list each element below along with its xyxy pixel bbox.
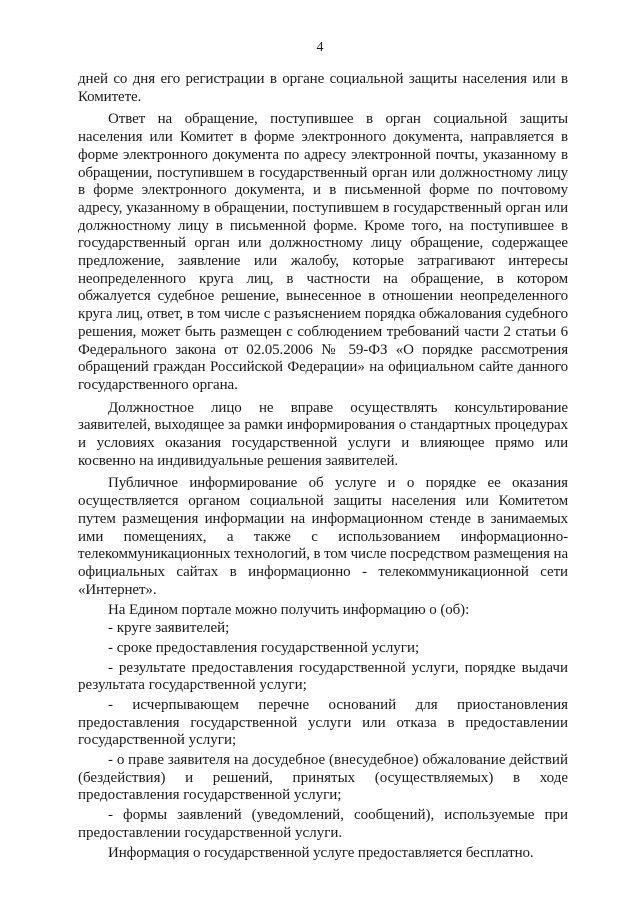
- list-item: - сроке предоставления государственной услуги;: [108, 639, 420, 656]
- list-item: - формы заявлений (уведомлений, сообщений), используемые при предоставлении государственной услуги.: [78, 807, 568, 841]
- free-of-charge-paragraph: Информация о государственной услуге предоставляется бесплатно.: [108, 844, 534, 861]
- list-item: - результате предоставления государственной услуги, порядке выдачи результата государственной услуги;: [78, 659, 568, 694]
- portal-info-list: [78, 620, 568, 842]
- public-information-paragraph: Публичное информирование об услуге и о порядке ее оказания осуществляется органом социальной защиты населения или Комитетом путем размещения информации на информационном стенде в занимаемых ими помещениях, а также с использованием информационно-телекоммуникационных технологий, в том числе посредством размещения на официальных сайтах в информационно - телекоммуникационной сети «Интернет».: [78, 475, 569, 598]
- list-item: - о праве заявителя на досудебное (внесудебное) обжалование действий (бездействия) и решений, принятых (осуществляемых) в ходе предоставления государственной услуги;: [78, 752, 568, 804]
- document-body: [78, 71, 568, 862]
- response-paragraph: Ответ на обращение, поступившее в орган социальной защиты населения или Комитет в форме электронного документа, направляется в форме электронного документа по адресу электронной почты, указанному в обращении, поступившем в государственный орган или должностному лицу в форме электронного документа, и в письменной форме по почтовому адресу, указанному в обращении, поступившем в государственный орган или должностному лицу в письменной форме. Кроме того, на поступившее в государственный орган или должностному лицу обращение, содержащее предложение, заявление или жалобу, которые затрагивают интересы неопределенного круга лиц, в частности на обращение, в котором обжалуется судебное решение, вынесенное в отношении неопределенного круга лиц, ответ, в том числе с разъяснением порядка обжалования судебного решения, может быть размещен с соблюдением требований части 2 статьи 6 Федерального закона от 02.05.2006 № 59-ФЗ «О порядке рассмотрения обращений граждан Российской Федерации» на официальном сайте данного государственного органа.: [78, 111, 568, 393]
- list-item: - круге заявителей;: [108, 620, 230, 637]
- portal-intro-paragraph: На Едином портале можно получить информацию о (об):: [108, 602, 470, 619]
- page-number: 4: [316, 40, 324, 55]
- official-restriction-paragraph: Должностное лицо не вправе осуществлять консультирование заявителей, выходящее за рамки информирования о стандартных процедурах и условиях оказания государственной услуги и влияющее прямо или косвенно на индивидуальные решения заявителей.: [78, 399, 568, 469]
- list-item: - исчерпывающем перечне оснований для приостановления предоставления государственной услуги или отказа в предоставлении государственной услуги;: [78, 696, 568, 749]
- continuation-paragraph: дней со дня его регистрации в органе социальной защиты населения или в Комитете.: [78, 71, 568, 105]
